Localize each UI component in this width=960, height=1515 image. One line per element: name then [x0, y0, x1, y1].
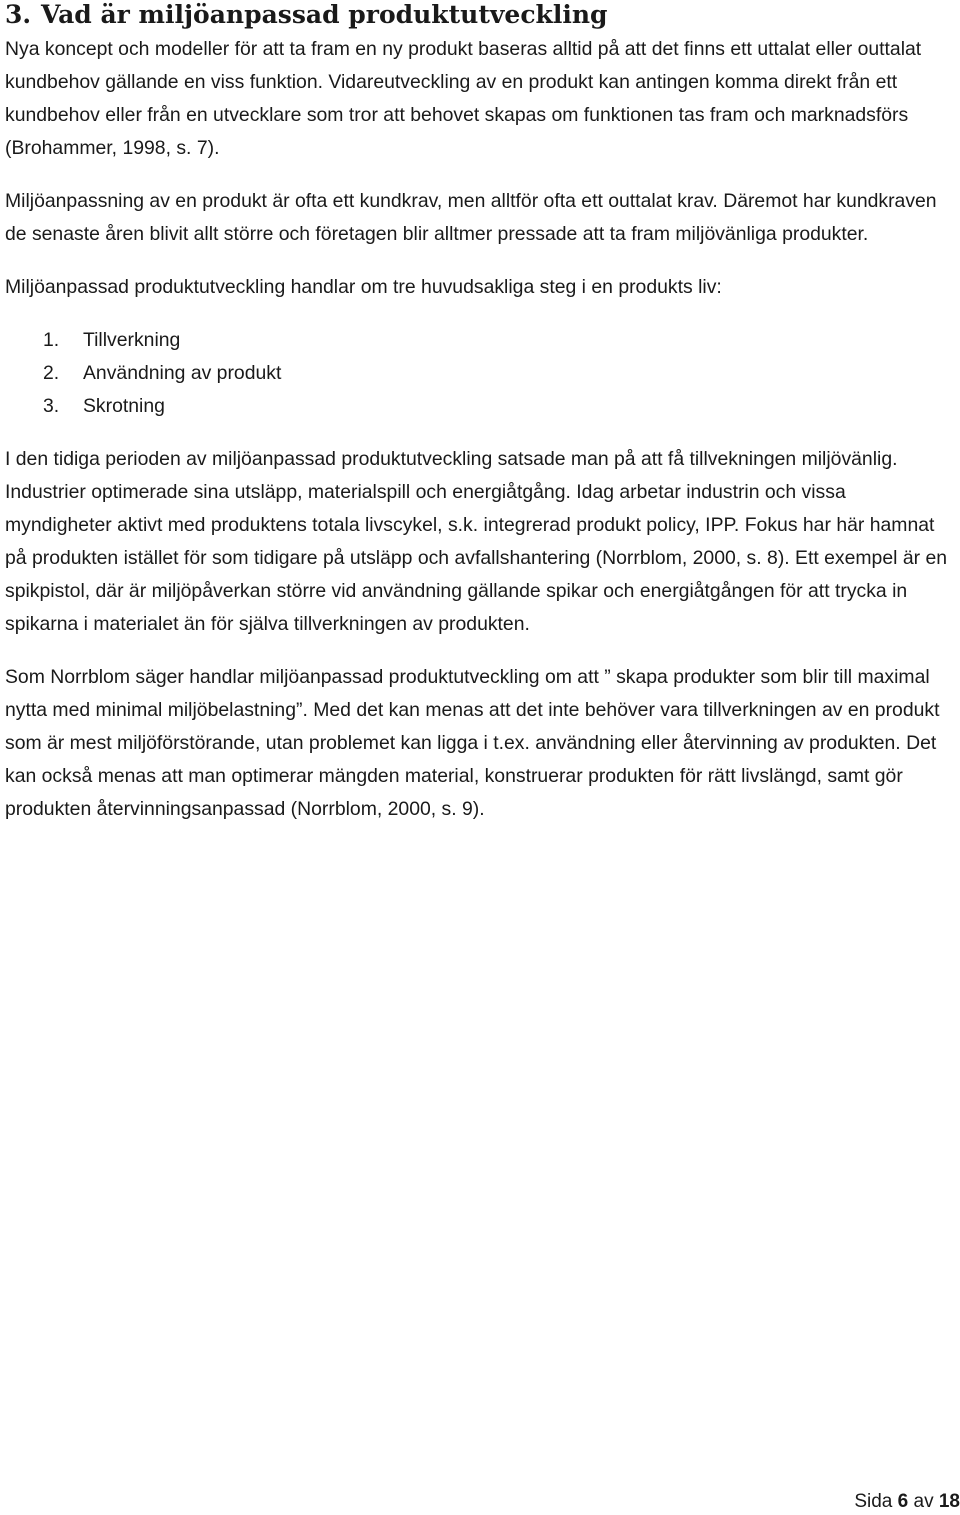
list-item-number: 2.	[43, 362, 60, 384]
section-title: Vad är miljöanpassad produktutveckling	[41, 0, 608, 29]
list-item-number: 1.	[43, 329, 60, 351]
list-item-number: 3.	[43, 395, 60, 417]
paragraph-norrblom: Som Norrblom säger handlar miljöanpassad produktutveckling om att ” skapa produkter som blir till maximal nytta med minimal miljöbelastning”. Med det kan menas att det inte behöver vara tillverkningen av en produkt som är mest miljöförstörande, utan problemet kan ligga i t.ex. användning eller återvinning av produkten. Det kan också menas att man optimerar mängden material, konstruerar produkten för rätt livslängd, samt gör produkten återvinningsanpassad (Norrblom, 2000, s. 9).	[5, 666, 940, 820]
footer-middle: av	[913, 1491, 934, 1512]
footer-page-number: 6	[897, 1491, 909, 1512]
paragraph-intro: Nya koncept och modeller för att ta fram en ny produkt baseras alltid på att det finns ett uttalat eller outtalat kundbehov gällande en viss funktion. Vidareutveckling av en produkt kan antingen komma direkt från ett kundbehov eller från en utvecklare som tror att behovet skapas om funktionen tas fram och marknadsförs (Brohammer, 1998, s. 7).	[5, 38, 922, 159]
paragraph-steps-intro: Miljöanpassad produktutveckling handlar om tre huvudsakliga steg i en produkts liv:	[5, 276, 722, 298]
page-footer	[760, 1490, 960, 1514]
list-item	[5, 390, 955, 423]
footer-page-total: 18	[938, 1491, 960, 1512]
paragraph-history: I den tidiga perioden av miljöanpassad produktutveckling satsade man på att få tillvekningen miljövänlig. Industrier optimerade sina utsläpp, materialspill och energiåtgång. Idag arbetar industrin och vissa myndigheter aktivt med produktens totala livscykel, s.k. integrerad produkt policy, IPP. Fokus har här hamnat på produkten istället för som tidigare på utsläpp och avfallshantering (Norrblom, 2000, s. 8). Ett exempel är en spikpistol, där är miljöpåverkan större vid användning gällande spikar och energiåtgången för att trycka in spikarna i materialet än för själva tillverkningen av produkten.	[5, 448, 948, 635]
list-item	[5, 357, 955, 390]
list-item	[5, 324, 955, 357]
section-number: 3.	[5, 0, 32, 29]
footer-prefix: Sida	[854, 1491, 893, 1512]
steps-list	[5, 324, 955, 423]
paragraph-customer-demand: Miljöanpassning av en produkt är ofta ett kundkrav, men alltför ofta ett outtalat krav. Däremot har kundkraven de senaste åren blivit allt större och företagen blir alltmer pressade att ta fram miljövänliga produkter.	[5, 190, 937, 245]
list-item-label: Skrotning	[83, 395, 165, 417]
document-page	[5, 0, 955, 826]
list-item-label: Användning av produkt	[83, 362, 282, 384]
list-item-label: Tillverkning	[83, 329, 181, 351]
section-heading	[5, 0, 955, 30]
